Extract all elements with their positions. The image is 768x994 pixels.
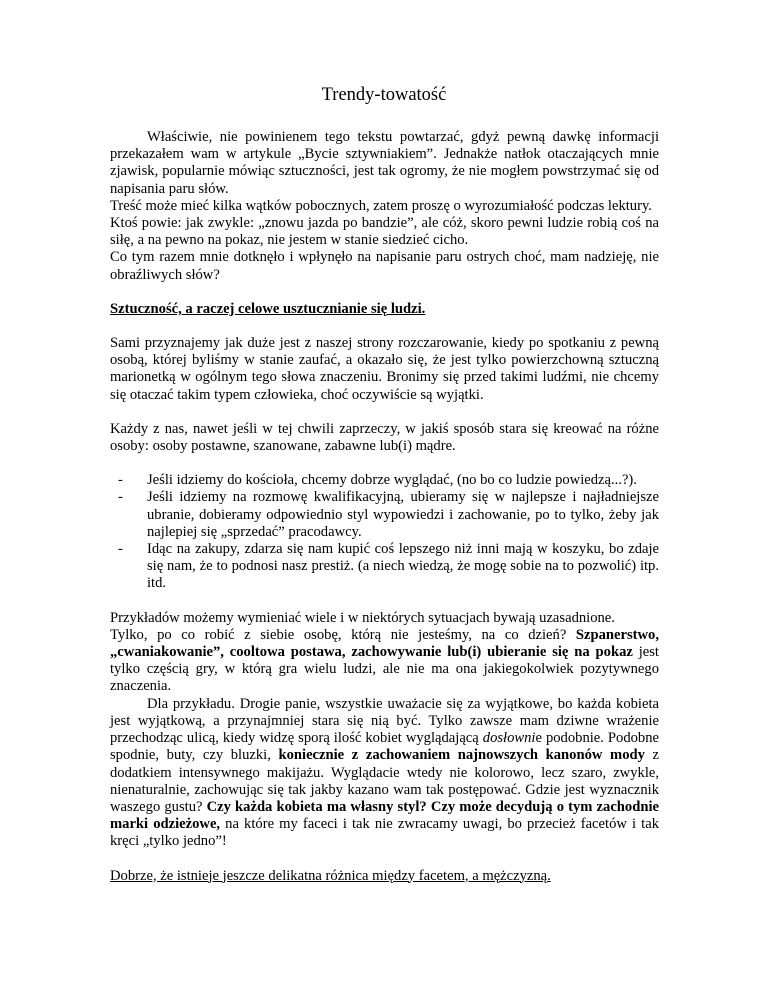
examples-p3-text-c: z dodatkiem intensywnego makijażu. Wyglądacie wtedy nie kolorowo, lecz szaro, zwykle, nienaturalnie, zachowując się tak jakby kazano wam tak postępować. Gdzie jest wyznacznik waszego gustu? (110, 747, 659, 815)
list-item-text: Idąc na zakupy, zdarza się nam kupić coś lepszego niż inni mają w koszyku, bo zdaje się nam, że to podnosi nasz prestiż. (a niech wiedzą, że mogę sobie na to pozwolić) itp. itd. (147, 541, 659, 592)
list-item-text: Jeśli idziemy do kościoła, chcemy dobrze wyglądać, (no bo co ludzie powiedzą...?). (147, 472, 637, 489)
document-body (110, 129, 659, 885)
list-item-text: Jeśli idziemy na rozmowę kwalifikacyjną, ubieramy się w najlepsze i najładniejsze ubranie, dobieramy odpowiednio styl wypowiedzi i zachowanie, po to tylko, żeby jak najlepiej się „sprzedać” pracodawcy. (147, 489, 659, 540)
list-item (110, 489, 659, 541)
examples-p3-italic: dosłowni (482, 730, 536, 747)
intro-paragraph-4: Co tym razem mnie dotknęło i wpłynęło na napisanie paru ostrych choć, mam nadzieję, nie obraźliwych słów? (110, 249, 659, 283)
examples-p3-text-d: na które my faceci i tak nie zwracamy uwagi, bo przecież facetów i tak kręci „tylko jedno”! (110, 816, 659, 850)
examples-p2-text-c: jest tylko częścią gry, w którą gra wielu ludzi, ale nie ma ona jakiegokolwiek pozytywnego znaczenia. (110, 644, 659, 695)
section-heading: Sztuczność, a raczej celowe usztucznianie się ludzi. (110, 300, 426, 317)
examples-list (110, 472, 659, 592)
section-paragraph-2: Każdy z nas, nawet jeśli w tej chwili zaprzeczy, w jakiś sposób stara się kreować na różne osoby: osoby postawne, szanowane, zabawne lub(i) mądre. (110, 420, 659, 455)
list-dash: - (118, 472, 123, 489)
intro-paragraph-2: Treść może mieć kilka wątków pobocznych, zatem proszę o wyrozumiałość podczas lektury. (110, 197, 652, 214)
examples-p3-text-a: Dla przykładu. Drogie panie, wszystkie uważacie się za wyjątkowe, bo każda kobieta jest wyjątkową, a przynajmniej stara się nią być. Tylko zawsze mam dziwne wrażenie przechodząc ulicą, kiedy widzę sporą ilość kobiet wyglądającą (110, 695, 659, 747)
section-paragraph-1: Sami przyznajemy jak duże jest z naszej strony rozczarowanie, kiedy po spotkaniu z pewną osobą, której byliśmy w stanie zaufać, a okazało się, że jest tylko powierzchowną sztuczną marionetką w ogólnym tego słowa znaczeniu. Bronimy się przed takimi ludźmi, nie chcemy się otaczać takim typem człowieka, choć oczywiście są wyjątki. (110, 335, 659, 403)
closing-line: Dobrze, że istnieje jeszcze delikatna różnica między facetem, a mężczyzną. (110, 867, 551, 884)
examples-p2-bold: Szpanerstwo, „cwaniakowanie”, cooltowa postawa, zachowywanie lub(i) ubieranie się na pokaz (110, 626, 659, 661)
document-title: Trendy-towatość (321, 85, 447, 105)
examples-p3-bold-1: koniecznie z zachowaniem najnowszych kanonów mody (278, 747, 645, 764)
examples-paragraph-2 (110, 627, 659, 696)
list-dash: - (118, 489, 123, 506)
examples-line-1: Przykładów możemy wymieniać wiele i w niektórych sytuacjach bywają uzasadnione. (110, 609, 615, 626)
list-dash: - (118, 541, 123, 558)
examples-paragraph-3 (110, 696, 659, 851)
intro-paragraph-1: Właściwie, nie powinienem tego tekstu powtarzać, gdyż pewną dawkę informacji przekazałem wam w artykule „Bycie sztywniakiem”. Jednakże natłok otaczających mnie zjawisk, popularnie mówiąc sztuczności, jest tak ogromy, że nie mogłem powstrzymać się od napisania paru słów. (110, 129, 659, 197)
list-item (110, 472, 659, 489)
list-item (110, 541, 659, 593)
examples-p3-text-b: e podobnie. Podobne spodnie, buty, czy bluzki, (110, 730, 659, 764)
intro-paragraph-3: Ktoś powie: jak zwykle: „znowu jazda po bandzie”, ale cóż, skoro pewni ludzie robią coś na siłę, a na pewno na pokaz, nie jestem w stanie siedzieć cicho. (110, 215, 659, 249)
examples-p3-bold-2: Czy każda kobieta ma własny styl? Czy może decydują o tym zachodnie marki odzieżowe, (110, 798, 659, 833)
examples-p2-text-a: Tylko, po co robić z siebie osobę, którą nie jesteśmy, na co dzień? (110, 626, 576, 643)
